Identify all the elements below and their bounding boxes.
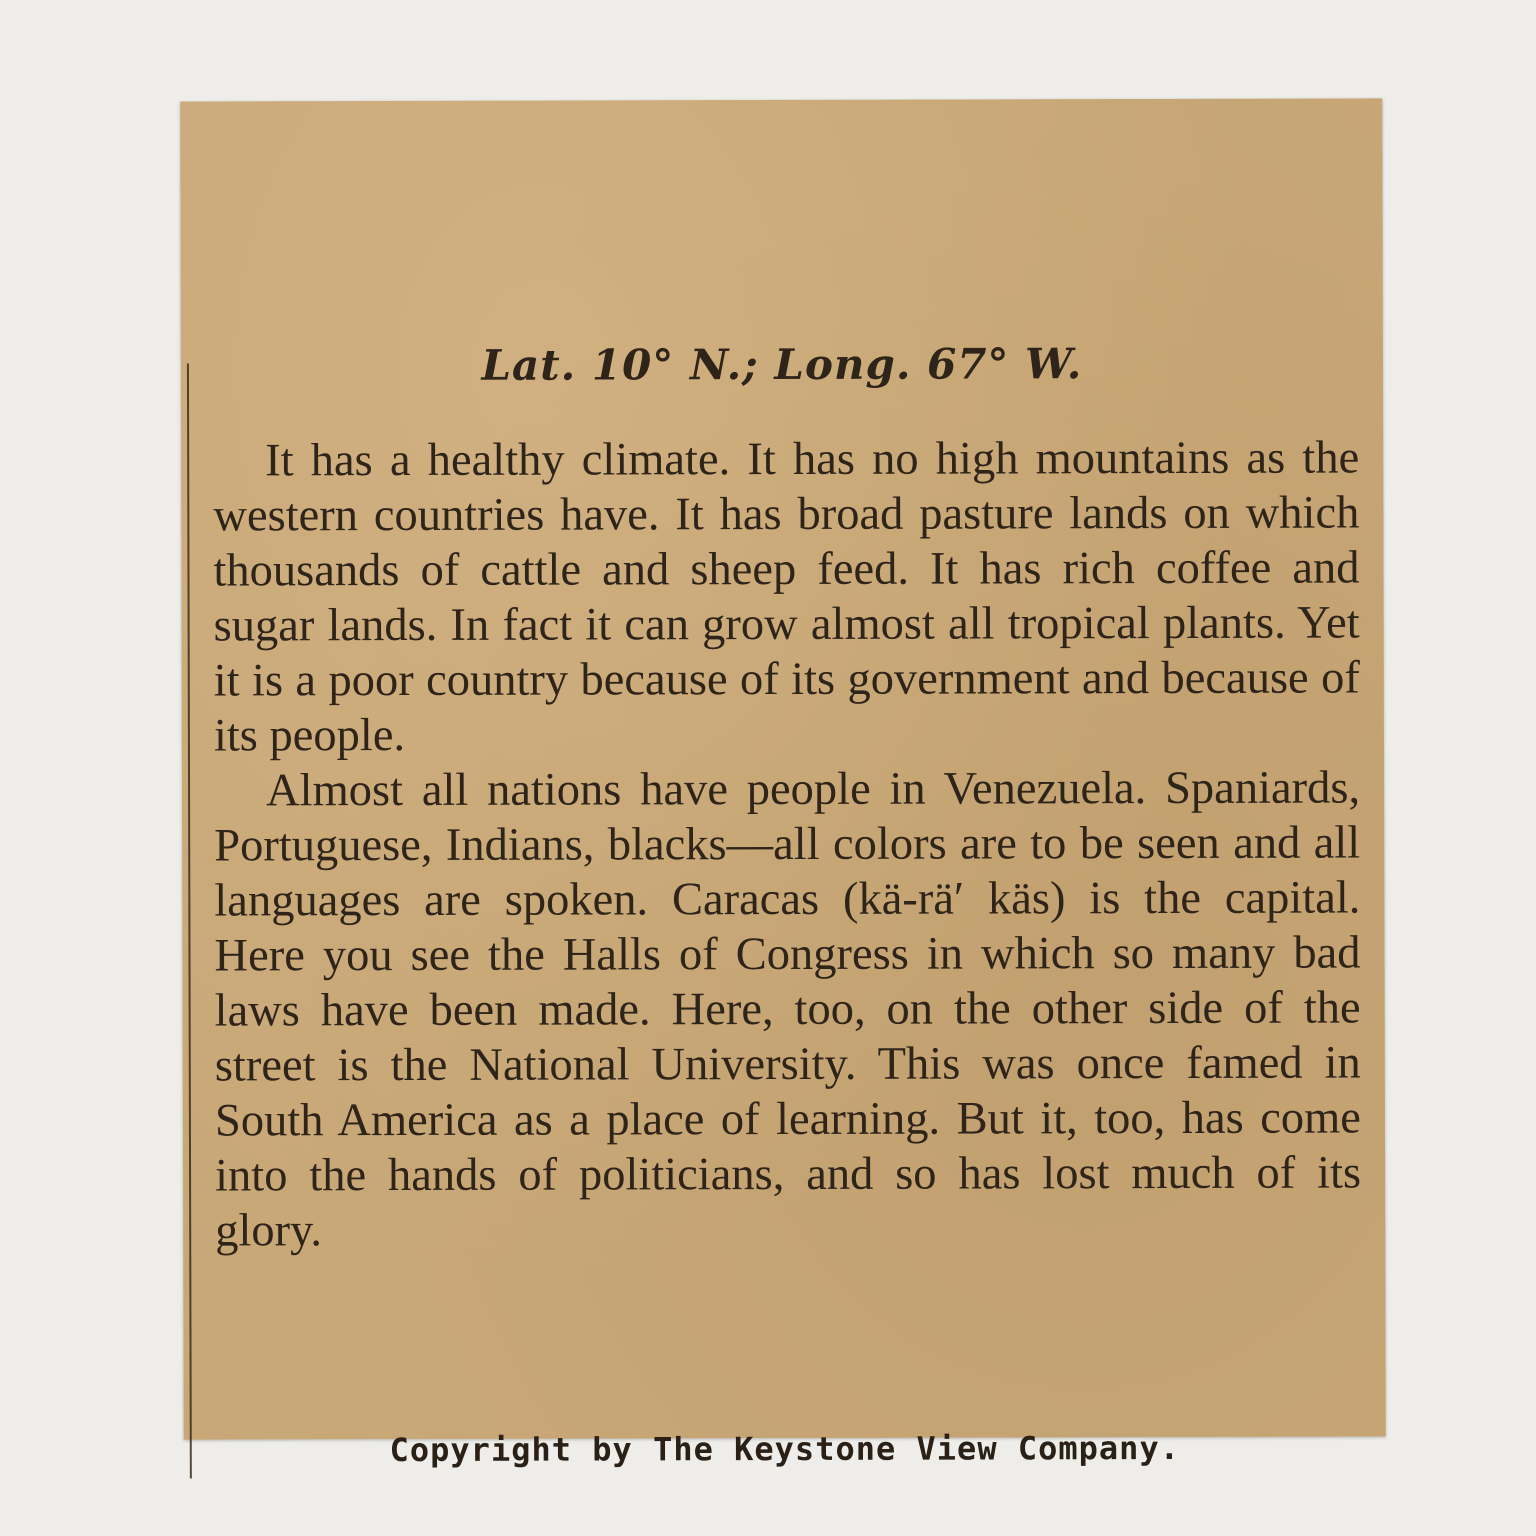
- stereoview-card-back: [180, 98, 1385, 1470]
- description-text: [213, 430, 1361, 1258]
- paragraph-people: Almost all nations have people in Venezuela. Spaniards, Portuguese, Indians, blacks—all colors are to be seen and all languages are spoken. Caracas (kä-rä′ käs) is the capital. Here you see the Halls of Congress in which so many bad laws have been made. Here, too, on the other side of the street is the National University. This was once famed in South America as a place of learning. But it, too, has come into the hands of politicians, and so has lost much of its glory.: [214, 762, 1362, 1257]
- paragraph-climate: It has a healthy climate. It has no high mountains as the western countries have. It has broad pasture lands on which thousands of cattle and sheep feed. It has rich coffee and sugar lands. In fact it can grow almost all tropical plants. Yet it is a poor country because of its government and because of its people.: [213, 432, 1360, 762]
- coordinates-heading: Lat. 10° N.; Long. 67° W.: [481, 339, 1083, 390]
- left-border-rule: [187, 364, 192, 1479]
- copyright-line: Copyright by The Keystone View Company.: [389, 1428, 1181, 1470]
